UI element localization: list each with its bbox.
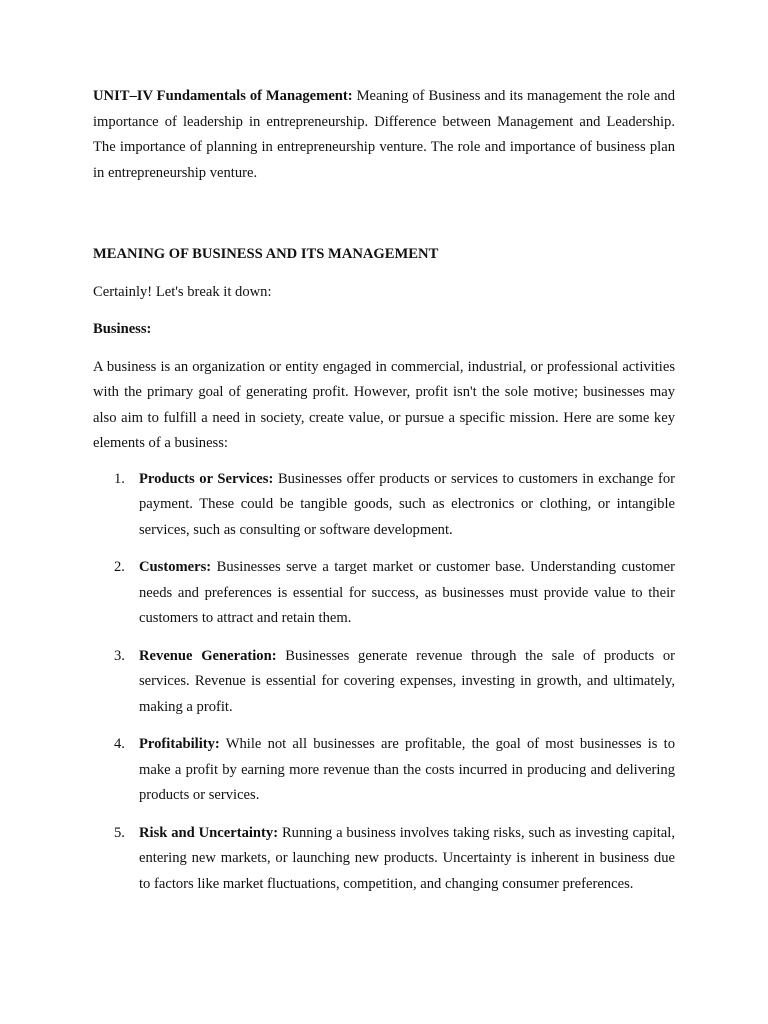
list-item-term: Customers: [139,559,212,575]
list-item-text: Businesses serve a target market or customer base. Understanding customer needs and preferences is essential for success, as businesses must provide value to their customers to attract and retain them. [139,559,675,626]
list-item-number: 1. [114,470,125,487]
list-item [93,555,675,632]
list-item-term: Products or Services: [139,470,274,487]
list-item-term: Profitability: [139,736,220,752]
business-heading: Business: [93,321,152,337]
list-item-term: Risk and Uncertainty: [139,824,279,841]
list-item [93,644,675,721]
business-paragraph: A business is an organization or entity engaged in commercial, industrial, or professional activities with the primary goal of generating profit. However, profit isn't the sole motive; businesses may also aim to fulfill a need in society, create value, or pursue a specific mission. Here are some key elements of a business: [93,358,675,451]
unit-intro [93,84,675,186]
section-title: MEANING OF BUSINESS AND ITS MANAGEMENT [93,246,439,262]
list-item-number: 2. [114,559,125,575]
list-item-number: 4. [114,736,125,752]
list-item [93,732,675,809]
list-item-text: Businesses offer products or services to customers in exchange for payment. These could be tangible goods, such as electronics or clothing, or intangible services, such as consulting or software development. [139,470,675,538]
opening-line: Certainly! Let's break it down: [93,283,272,300]
list-item-text: While not all businesses are profitable, the goal of most businesses is to make a profit by earning more revenue than the costs incurred in producing and delivering products or services. [139,736,675,803]
key-elements-list [93,467,675,898]
list-item-text: Businesses generate revenue through the sale of products or services. Revenue is essential for covering expenses, investing in growth, and ultimately, making a profit. [139,647,675,715]
list-item-number: 3. [114,647,125,664]
list-item-term: Revenue Generation: [139,647,277,664]
list-item [93,821,675,898]
list-item [93,467,675,544]
list-item-number: 5. [114,824,125,841]
document-page [93,84,675,909]
unit-heading: UNIT–IV Fundamentals of Management: [93,88,353,104]
unit-description: Meaning of Business and its management the role and importance of leadership in entrepreneurship. Difference between Management and Leadership. The importance of planning in entrepreneurship venture. The role and importance of business plan in entrepreneurship venture. [93,88,675,181]
list-item-text: Running a business involves taking risks, such as investing capital, entering new markets, or launching new products. Uncertainty is inherent in business due to factors like market fluctuations, competition, and changing consumer preferences. [139,824,675,892]
